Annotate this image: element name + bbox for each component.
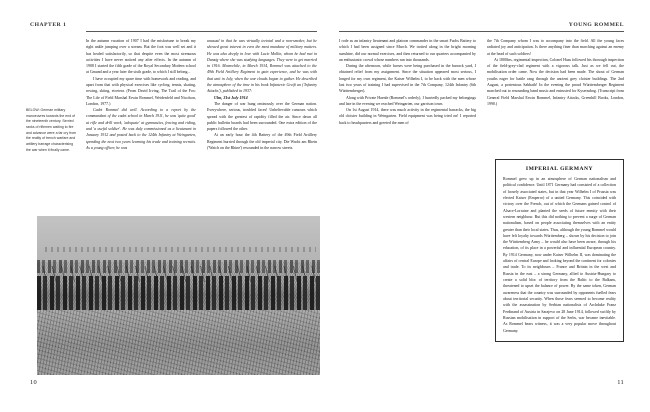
paragraph: At 1800hrs, regimental inspection, Colonel Haas followed his thorough inspection of the field-grey-clad regiment with a vigorous talk. Just as we fell out, the mobilisation order came. Now the decision had been made. The shout of German youths eager for battle rang through the ancient grey cloister buildings. The 2nd August, a portentous Sabbath! In the evening the proud Württemberger Regiment marched out to resounding band music and entrusted for Kyserndorg. (Transcript from General Field Marshal Erwin Rommel, Infantry Attacks, Greenhill Books, London, 1990.) — [487, 56, 624, 106]
feature-box-body — [503, 176, 616, 334]
paragraph: At an early hour the 4th Battery of the 49th Field Artillery Regiment hurried through the old imperial city. Die Wacht am Rhein ('Watch on the Rhine') resounded in the narrow streets. — [207, 132, 317, 150]
header-rule-left — [86, 31, 317, 32]
paragraph: the 7th Company whom I was to accompany into the field. All the young faces radiated joy and anticipation. Is there anything finer than marching against an enemy at the head of such soldiers! — [487, 38, 624, 56]
right-page — [325, 0, 650, 412]
paragraph: Rommel grew up in an atmosphere of German nationalism and political confidence. Until 1871 Germany had consisted of a collection of loosely associated states, but in that year Wilhelm I of Prussia was elected Kaiser (Emperor) of a united Germany. This coincided with victory over the French, out of which the Germans gained control of Alsace-Lorraine and planted the seeds of future enmity with their western neighbour. But this did nothing to prevent a surge of German nationalism, based on people associating themselves with an entity greater than their local states. Thus, although the young Rommel would have felt loyalty towards Württemberg – shown by his decision to join the Württemberg Army – he would also have been aware, through his education, of its place in a powerful and influential European country. By 1914 Germany, now under Kaiser Wilhelm II, was dominating the affairs of central Europe and looking beyond the continent for colonies and trade. To its neighbours – France and Britain in the west and Russia in the east – a strong Germany, allied to Austria-Hungary to create a solid bloc of territory from the Baltic to the Balkans, threatened to upset the balance of power. By the same token, German awareness that the country was surrounded by opponents fuelled fears about territorial security. When those fears seemed to become reality with the assassination by Serbian nationalists of Archduke Franz Ferdinand of Austria in Sarajevo on 28 June 1914, followed swiftly by Russian mobilisation in support of the Serbs, war became inevitable. As Rommel bears witness, it was a very popular move throughout Germany. — [503, 176, 616, 333]
subheading-date: Ulm, 31st July 1914 — [214, 94, 248, 100]
paragraph: On 1st August 1914, there was much activity in the regimental barracks, the big old cloister building in Weingarten. Field equipment was being tried on! I reported back to headquarters and greeted the men of — [339, 107, 476, 125]
margin-caption: BELOW: German military manoeuvres towards the end of the nineteenth century. Serried ranks of riflemen waiting to fire and advance were a far cry from the reality of trench warfare and artillery barrage characterising the war when it finally came. — [26, 108, 77, 152]
page-number-left: 10 — [30, 379, 37, 386]
photo-distant-troops — [45, 247, 316, 252]
paragraph: In the autumn vacation of 1907 I had the misfortune to break my right ankle jumping over a stream. But the foot was well set and it has healed satisfactorily, so that despite even the most strenuous activities I have never noticed any after effects. In the autumn of 1908 I started the fifth grade of the Royal Secondary Modern school at Gmund and a year later the sixth grade, to which I still belong... — [86, 38, 196, 75]
paragraph: I have occupied my spare time with homework and reading, and apart from that with physical exercises like cycling, tennis, skating, rowing, skiing, etcetera. (From David Irving, The Trail of the Fox: The Life of Field Marshal Erwin Rommel, Weidenfeld and Nicolson, London, 1977.) — [86, 75, 196, 106]
photo-kneeling-riflemen — [37, 276, 320, 310]
paragraph: During the afternoon, while horses were being purchased in the barrack yard, I obtained relief from my assignment. Since the situation appeared most serious, I longed for my own regiment, the Kaiser Wilhelm I, to be back with the men whose last two years of training I had supervised in the 7th Company, 124th Infantry (6th Württemberger). — [339, 63, 476, 94]
feature-box-title: IMPERIAL GERMANY — [525, 166, 594, 172]
right-column-1 — [339, 38, 476, 126]
paragraph: Along with Private Haenle (Rommel's orderly), I hurriedly packed my belongings and late in the evening we reached Weingarten, our garrison town. — [339, 94, 476, 106]
photo-sky — [37, 216, 320, 262]
left-page-columns — [86, 38, 317, 151]
left-column-2 — [207, 38, 317, 151]
photo-field-ground — [37, 310, 320, 375]
page-number-right: 11 — [617, 379, 624, 386]
paragraph-italic: Cadet Rommel did well. According to a report by the commandant of the cadet school in March 1911, he was 'quite good' at rifle and drill work, 'adequate' at gymnastics, fencing and riding, and 'a useful soldier'. He was duly commissioned as a lieutenant in January 1912 and posted back to the 124th Infantry at Weingarten, spending the next two years learning his trade and training recruits. As a young officer, he was — [86, 107, 196, 150]
german-military-manoeuvres-photo — [37, 216, 320, 375]
right-page-columns — [339, 38, 624, 126]
header-rule-right — [339, 31, 624, 32]
running-head-left: CHAPTER 1 — [30, 22, 67, 28]
paragraph: I rode as an infantry lieutenant and platoon commander in the smart Fuchs Battery to which I had been assigned since March. We trotted along in the bright morning sunshine, did our normal exercises, and then returned to our quarters accompanied by an enthusiastic crowd whose numbers ran into thousands. — [339, 38, 476, 62]
imperial-germany-feature-box — [495, 159, 624, 342]
running-head-right: YOUNG ROMMEL — [568, 22, 624, 28]
left-column-1 — [86, 38, 196, 151]
paragraph: The danger of war hung ominously over the German nation. Everywhere, serious, troubled faces! Unbelievable rumours which spread with the greatest of rapidity filled the air. Since dawn all public bulletin boards had been surrounded. One extra edition of the papers followed the other. — [207, 101, 317, 132]
paragraph-italic: unusual in that he was virtually teetotal and a non-smoker, but he showed great interest in even the most mundane of military matters. He was also deeply in love with Lucie Mollin, whom he had met in Danzig where she was studying languages. They were to get married in 1916. Meanwhile, in March 1914, Rommel was attached to the 49th Field Artillery Regiment to gain experience, and he was with that unit in July, when the war clouds began to gather. He described the atmosphere of the time in his book Infanterie Greift an ('Infantry Attacks'), published in 1937: — [207, 38, 317, 94]
right-column-2 — [487, 38, 624, 126]
